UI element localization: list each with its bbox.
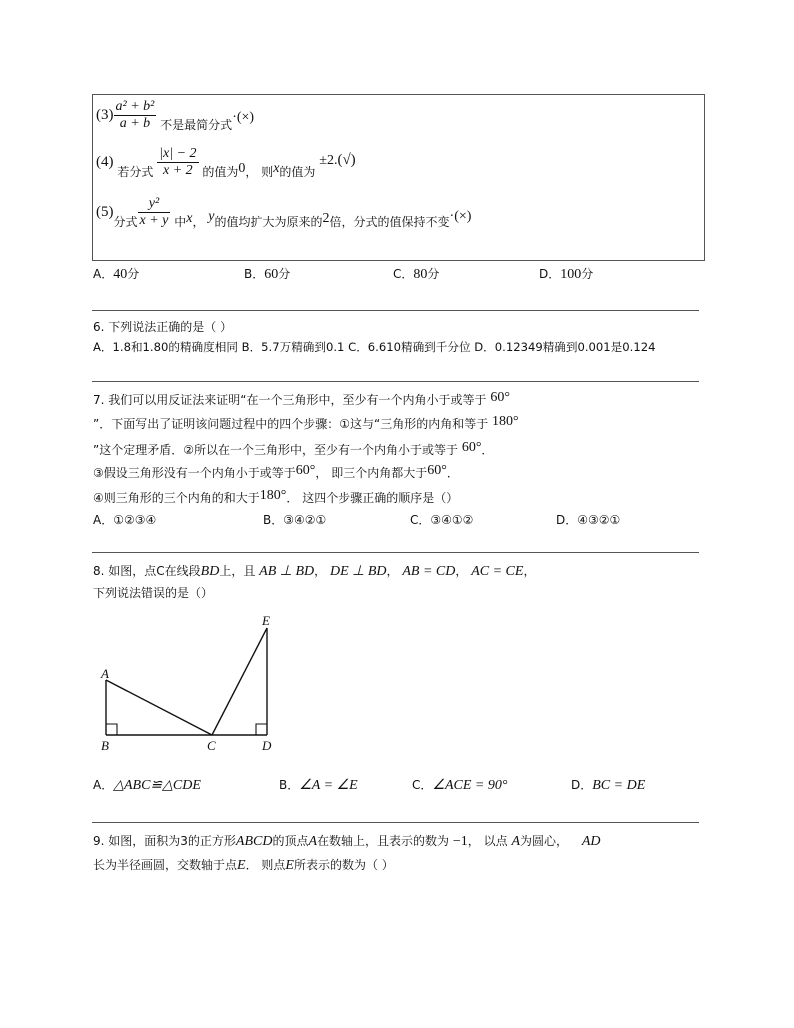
q8-figure [96, 610, 286, 755]
segment-ac [106, 680, 212, 735]
q5-option-c[interactable]: C．80分 [393, 267, 440, 282]
right-angle-b [106, 724, 117, 735]
q8-line1: 8. 如图，点C在线段BD上，且 AB ⊥ BD， DE ⊥ BD， AB = CD， AC = CE， [93, 564, 536, 579]
q8-option-d[interactable]: D．BC = DE [571, 778, 646, 793]
right-angle-d [256, 724, 267, 735]
label-b: B [101, 738, 109, 753]
q7-line1: 7. 我们可以用反证法来证明“在一个三角形中，至少有一个内角小于或等于 60° [93, 390, 510, 407]
divider-q6 [92, 310, 699, 311]
item5-fraction: $\frac{\text{y²}}{x + y}$ [139, 196, 169, 228]
q6-options[interactable]: A．1.8和1.80的精确度相同 B．5.7万精确到0.1 C．6.610精确到千分位 D．0.12349精确到0.001是0.124 [93, 340, 656, 354]
item4-fraction: $\frac{|x| - 2}{x + 2}$ [159, 146, 197, 178]
q7-option-d[interactable]: D．④③②① [556, 513, 621, 527]
item3-fraction: $\frac{\text{a² + b²}}{a + b}$ [115, 99, 155, 131]
label-a: A [101, 666, 109, 681]
label-c: C [207, 738, 216, 753]
q7-option-a[interactable]: A．①②③④ [93, 513, 157, 527]
q5-item4: (4) 若分式 $\frac{|x| - 2}{x + 2}$ 的值为0， 则x的值为 ±2.(√) [96, 146, 356, 179]
q5-item5: (5)分式 $\frac{\text{y²}}{x + y}$ 中x， y的值均扩大为原来的2倍，分式的值保持不变·(×) [96, 196, 472, 229]
divider-q9 [92, 822, 699, 823]
q9-line1: 9. 如图，面积为3的正方形ABCD的顶点A在数轴上，且表示的数为 −1， 以点 A为圆心， AD [93, 834, 601, 849]
q8-option-c[interactable]: C．∠ACE = 90° [412, 778, 508, 793]
q5-option-d[interactable]: D．100分 [539, 267, 594, 282]
divider-q8 [92, 552, 699, 553]
q5-item3: (3) $\frac{\text{a² + b²}}{a + b}$ 不是最简分式·(×) [96, 99, 255, 132]
q7-option-c[interactable]: C．③④①② [410, 513, 474, 527]
q7-option-b[interactable]: B．③④②① [263, 513, 327, 527]
q7-line5: ④则三角形的三个内角的和大于180°． 这四个步骤正确的顺序是（） [93, 488, 459, 505]
q8-option-b[interactable]: B．∠A = ∠E [279, 778, 358, 793]
q5-option-a[interactable]: A．40分 [93, 267, 140, 282]
q7-line2: ”．下面写出了证明该问题过程中的四个步骤：①这与“三角形的内角和等于 180° [93, 414, 519, 431]
segment-ce [212, 628, 267, 735]
label-d: D [262, 738, 272, 753]
q5-option-b[interactable]: B．60分 [244, 267, 291, 282]
q8-option-a[interactable]: A．△ABC≌△CDE [93, 778, 201, 793]
label-e: E [262, 613, 270, 628]
q7-line4: ③假设三角形没有一个内角小于或等于60°， 即三个内角都大于60°． [93, 463, 459, 480]
divider-q7 [92, 381, 699, 382]
q6-stem: 6. 下列说法正确的是（ ） [93, 320, 233, 334]
q9-line2: 长为半径画圆，交数轴于点E． 则点E所表示的数为（ ） [93, 858, 394, 873]
q7-line3: ”这个定理矛盾．②所以在一个三角形中，至少有一个内角小于或等于 60°． [93, 440, 494, 457]
q8-line2: 下列说法错误的是（） [93, 586, 214, 600]
